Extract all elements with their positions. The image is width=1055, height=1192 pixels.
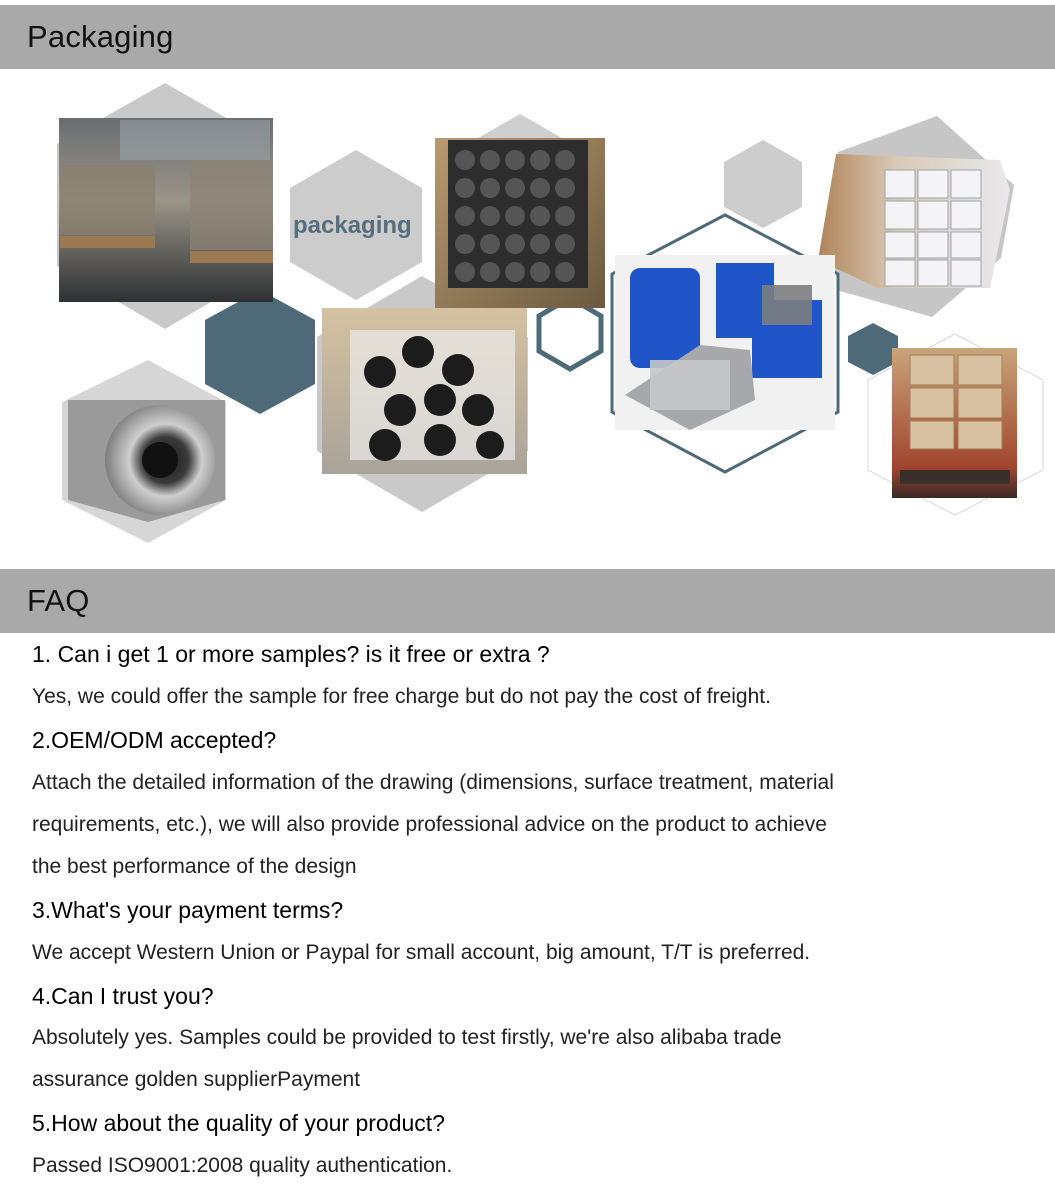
faq-question-5: 5.How about the quality of your product? [32, 1110, 445, 1136]
faq-answer-5: Passed ISO9001:2008 quality authentication. [32, 1154, 453, 1177]
slate-hex [848, 323, 898, 375]
hex-collage-svg [0, 70, 1055, 565]
faq-header [0, 569, 1055, 633]
slate-hex [205, 290, 315, 414]
decor-hex [724, 140, 802, 228]
faq-question-4: 4.Can I trust you? [32, 983, 214, 1009]
faq-answer-2-line-2: requirements, etc.), we will also provide professional advice on the product to achieve [32, 813, 827, 836]
faq-answer-2-line-1: Attach the detailed information of the drawing (dimensions, surface treatment, material [32, 771, 834, 794]
faq-answer-4-line-2: assurance golden supplierPayment [32, 1068, 361, 1091]
packaging-hex-label: packaging [293, 212, 412, 239]
faq-answer-2-line-3: the best performance of the design [32, 855, 357, 878]
packaging-header [0, 5, 1055, 69]
packaging-title: Packaging [27, 19, 174, 54]
faq-question-2: 2.OEM/ODM accepted? [32, 727, 277, 753]
slate-hex-outline [539, 298, 601, 369]
faq-question-1: 1. Can i get 1 or more samples? is it free or extra ? [32, 641, 550, 667]
faq-answer-1: Yes, we could offer the sample for free charge but do not pay the cost of freight. [32, 685, 771, 708]
faq-answer-3: We accept Western Union or Paypal for small account, big amount, T/T is preferred. [32, 941, 811, 964]
faq-title: FAQ [27, 583, 90, 618]
faq-question-3: 3.What's your payment terms? [32, 897, 344, 923]
faq-answer-4-line-1: Absolutely yes. Samples could be provided to test firstly, we're also alibaba trade [32, 1026, 782, 1049]
packaging-collage [0, 70, 1055, 565]
